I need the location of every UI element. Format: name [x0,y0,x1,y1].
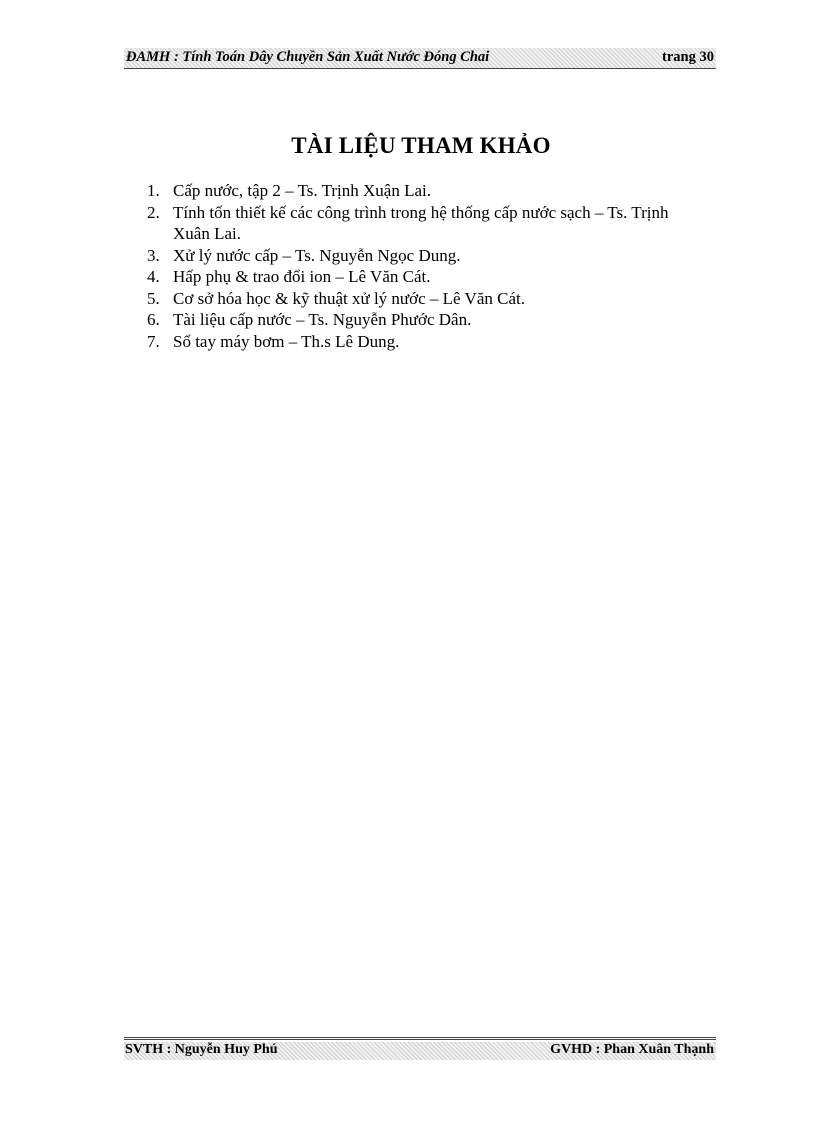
reference-text: Xử lý nước cấp – Ts. Nguyễn Ngọc Dung. [173,245,461,265]
page-header [124,48,716,69]
reference-text: Hấp phụ & trao đổi ion – Lê Văn Cát. [173,267,431,286]
reference-text: Tài liệu cấp nước – Ts. Nguyễn Phước Dân. [173,310,472,329]
list-item [142,309,702,331]
list-item [142,245,702,267]
reference-text: Sổ tay máy bơm – Th.s Lê Dung. [173,331,400,351]
page-title: TÀI LIỆU THAM KHẢO [291,133,551,158]
list-item [142,331,702,353]
list-item [142,288,702,310]
reference-number: 1. [147,181,160,200]
reference-list [142,180,702,352]
reference-number: 7. [147,331,160,351]
reference-number: 3. [147,245,160,265]
list-item [142,202,702,245]
reference-number: 5. [147,288,160,308]
reference-number: 4. [147,267,160,286]
reference-text: Cơ sở hóa học & kỹ thuật xử lý nước – Lê Văn Cát. [173,288,525,308]
page-footer [124,1042,716,1060]
list-item [142,266,702,288]
header-page-number: trang 30 [662,49,714,65]
footer-student: SVTH : Nguyễn Huy Phú [125,1042,278,1057]
reference-text: Tính tốn thiết kế các công trình trong hệ thống cấp nước sạch – Ts. Trịnh Xuân Lai. [173,202,669,243]
footer-divider [124,1037,716,1040]
footer-advisor: GVHD : Phan Xuân Thạnh [550,1042,714,1057]
reference-number: 6. [147,310,160,329]
header-title: ĐAMH : Tính Toán Dây Chuyền Sản Xuất Nước Đóng Chai [126,49,490,65]
reference-text: Cấp nước, tập 2 – Ts. Trịnh Xuận Lai. [173,181,431,200]
reference-number: 2. [147,202,160,222]
list-item [142,180,702,202]
